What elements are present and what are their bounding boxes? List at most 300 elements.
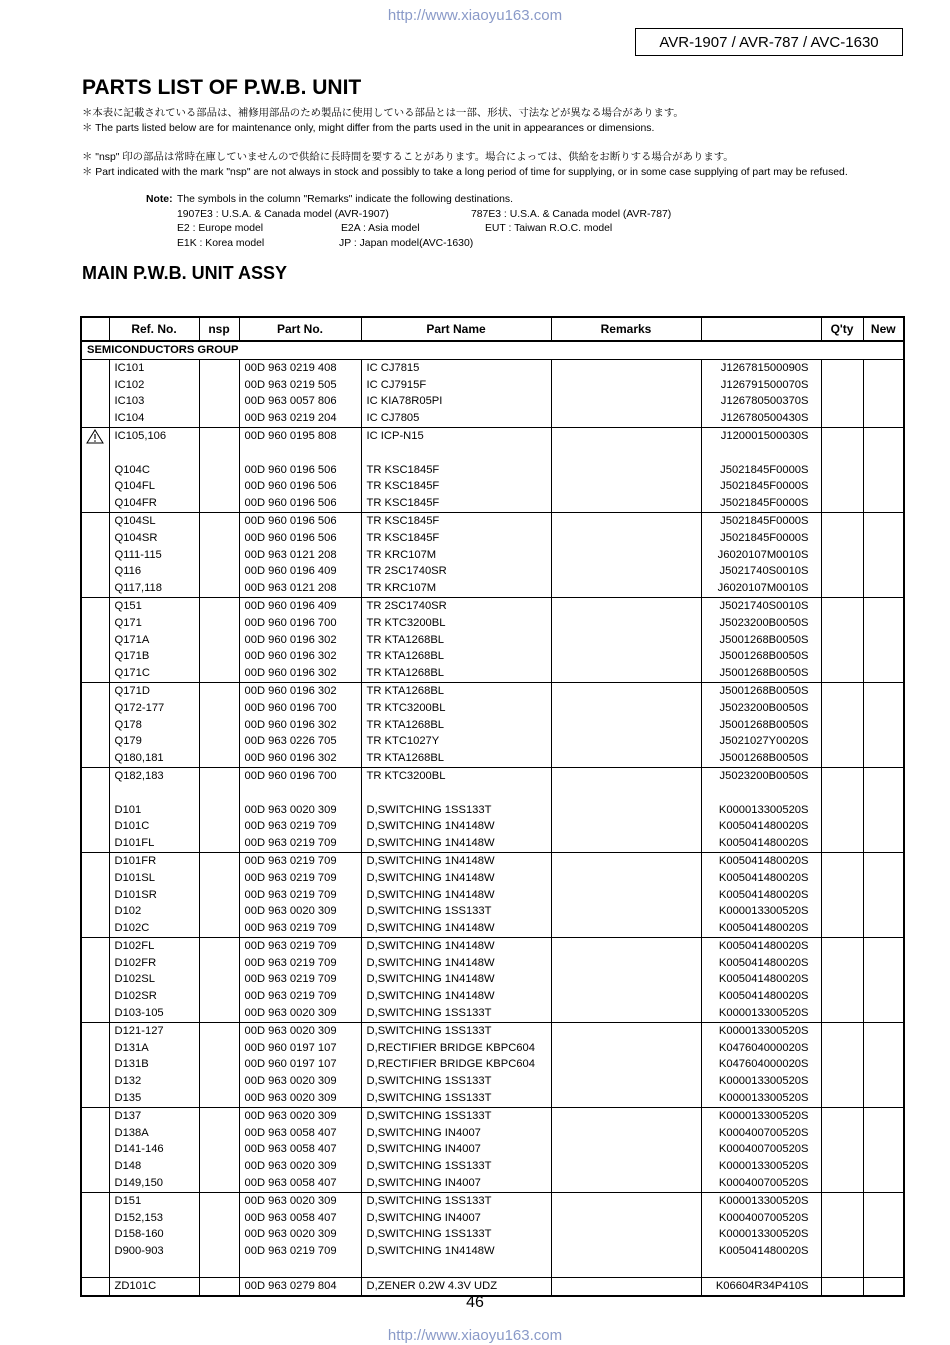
mark-cell [81,937,109,954]
table-row [81,1107,904,1124]
mark-cell [81,530,109,547]
part-name-cell: IC ICP-N15 [361,427,551,444]
table-row [81,393,904,410]
code-cell: J5001268B0050S [701,717,821,734]
mark-cell [81,563,109,580]
new-cell [863,580,904,597]
mark-cell [81,1022,109,1039]
part-name-cell: D,SWITCHING 1N4148W [361,870,551,887]
ref-no-cell: D102FR [109,955,199,972]
new-cell [863,835,904,852]
qty-cell [821,615,863,632]
ref-no-cell: D101C [109,818,199,835]
new-cell [863,903,904,920]
nsp-cell [199,393,239,410]
qty-cell [821,717,863,734]
nsp-cell [199,988,239,1005]
part-name-cell: D,SWITCHING 1N4148W [361,920,551,937]
part-no-cell: 00D 960 0196 700 [239,767,361,784]
qty-cell [821,1260,863,1277]
remarks-cell [551,615,701,632]
ref-no-cell: Q104C [109,462,199,479]
table-row [81,1073,904,1090]
qty-cell [821,1226,863,1243]
qty-cell [821,955,863,972]
ref-no-cell [109,445,199,462]
code-cell: J126791500070S [701,377,821,394]
part-no-cell: 00D 960 0196 506 [239,478,361,495]
ref-no-cell: D102FL [109,937,199,954]
nsp-cell [199,920,239,937]
code-cell: J5021845F0000S [701,495,821,512]
table-row [81,632,904,649]
part-no-cell: 00D 960 0196 506 [239,462,361,479]
new-cell [863,682,904,699]
part-name-cell: IC CJ7805 [361,410,551,427]
nsp-cell [199,717,239,734]
new-cell [863,530,904,547]
table-row [81,580,904,597]
new-cell [863,818,904,835]
code-cell: K005041480020S [701,870,821,887]
note-jp-2: ＊ "nsp" 印の部品は常時在庫していませんので供給に長時間を要することがあります。場合によっては、供給をお断りする場合があります。 [82,152,734,163]
mark-cell [81,665,109,682]
nsp-cell [199,665,239,682]
code-cell: K000013300520S [701,802,821,819]
new-cell [863,648,904,665]
qty-cell [821,852,863,869]
code-cell: K005041480020S [701,955,821,972]
mark-cell [81,1056,109,1073]
mark-cell [81,1040,109,1057]
nsp-cell [199,547,239,564]
table-row [81,700,904,717]
part-name-cell: TR KTA1268BL [361,750,551,767]
nsp-cell [199,1022,239,1039]
mark-cell [81,547,109,564]
part-no-cell: 00D 963 0219 408 [239,359,361,376]
new-cell [863,1175,904,1192]
table-row [81,615,904,632]
new-cell [863,512,904,529]
ref-no-cell [109,785,199,802]
new-cell [863,495,904,512]
code-cell: J120001500030S [701,427,821,444]
remarks-cell [551,1192,701,1209]
ref-no-cell: Q116 [109,563,199,580]
remarks-cell [551,1005,701,1022]
nsp-cell [199,1210,239,1227]
ref-no-cell: Q171C [109,665,199,682]
mark-cell [81,1192,109,1209]
mark-cell [81,1005,109,1022]
table-row [81,1260,904,1277]
table-row [81,495,904,512]
remarks-cell [551,887,701,904]
col-new: New [863,317,904,341]
part-no-cell: 00D 960 0196 302 [239,750,361,767]
section-title: MAIN P.W.B. UNIT ASSY [82,263,288,283]
ref-no-cell: Q179 [109,733,199,750]
nsp-cell [199,512,239,529]
mark-cell [81,377,109,394]
part-name-cell: D,SWITCHING 1N4148W [361,1243,551,1260]
new-cell [863,1107,904,1124]
mark-cell [81,615,109,632]
remarks-cell [551,427,701,444]
mark-cell [81,462,109,479]
part-no-cell: 00D 963 0020 309 [239,1158,361,1175]
ref-no-cell: Q104SR [109,530,199,547]
nsp-cell [199,359,239,376]
part-name-cell: TR KTA1268BL [361,682,551,699]
qty-cell [821,1243,863,1260]
note-text: The symbols in the column "Remarks" indicate the following destinations. [177,194,513,205]
part-name-cell: D,SWITCHING 1SS133T [361,1158,551,1175]
nsp-cell [199,478,239,495]
nsp-cell [199,682,239,699]
code-cell: K000013300520S [701,1192,821,1209]
dest-e2: E2 : Europe model [177,223,264,234]
remarks-cell [551,495,701,512]
remarks-cell [551,410,701,427]
new-cell [863,733,904,750]
mark-cell [81,478,109,495]
mark-cell [81,632,109,649]
ref-no-cell: Q151 [109,597,199,614]
remarks-cell [551,563,701,580]
new-cell [863,717,904,734]
remarks-cell [551,733,701,750]
code-cell: K000013300520S [701,1226,821,1243]
new-cell [863,750,904,767]
part-name-cell [361,1260,551,1277]
ref-no-cell: D137 [109,1107,199,1124]
new-cell [863,1243,904,1260]
part-no-cell: 00D 963 0020 309 [239,1192,361,1209]
qty-cell [821,445,863,462]
qty-cell [821,512,863,529]
page-number: 46 [466,1294,484,1311]
table-row [81,377,904,394]
table-row [81,563,904,580]
remarks-cell [551,1210,701,1227]
part-no-cell: 00D 963 0058 407 [239,1141,361,1158]
part-name-cell: TR KTA1268BL [361,632,551,649]
table-row [81,733,904,750]
part-no-cell: 00D 963 0219 709 [239,818,361,835]
ref-no-cell: D135 [109,1090,199,1107]
ref-no-cell: D900-903 [109,1243,199,1260]
new-cell [863,1125,904,1142]
part-name-cell: TR KSC1845F [361,512,551,529]
part-no-cell: 00D 963 0020 309 [239,1005,361,1022]
new-cell [863,852,904,869]
new-cell [863,1056,904,1073]
part-name-cell: D,SWITCHING 1N4148W [361,937,551,954]
page-title: PARTS LIST OF P.W.B. UNIT [82,76,362,99]
ref-no-cell: Q171A [109,632,199,649]
table-row [81,1056,904,1073]
ref-no-cell: IC101 [109,359,199,376]
part-name-cell: D,SWITCHING 1N4148W [361,988,551,1005]
nsp-cell [199,1040,239,1057]
mark-cell [81,1158,109,1175]
part-no-cell: 00D 963 0219 709 [239,955,361,972]
part-no-cell: 00D 963 0020 309 [239,1090,361,1107]
part-name-cell: D,ZENER 0.2W 4.3V UDZ [361,1277,551,1295]
part-no-cell: 00D 963 0219 709 [239,971,361,988]
nsp-cell [199,1277,239,1295]
nsp-cell [199,835,239,852]
remarks-cell [551,1040,701,1057]
qty-cell [821,1040,863,1057]
ref-no-cell: D121-127 [109,1022,199,1039]
mark-cell [81,750,109,767]
part-no-cell: 00D 960 0196 302 [239,717,361,734]
mark-cell [81,920,109,937]
code-cell: K000013300520S [701,1107,821,1124]
table-row [81,359,904,376]
table-row [81,427,904,444]
part-no-cell: 00D 960 0196 506 [239,530,361,547]
part-name-cell: TR 2SC1740SR [361,563,551,580]
table-row [81,1210,904,1227]
part-name-cell: TR KSC1845F [361,495,551,512]
new-cell [863,632,904,649]
remarks-cell [551,700,701,717]
table-row [81,462,904,479]
remarks-cell [551,512,701,529]
code-cell: K005041480020S [701,988,821,1005]
code-cell: J6020107M0010S [701,580,821,597]
dest-jp: JP : Japan model(AVC-1630) [339,237,474,249]
qty-cell [821,835,863,852]
remarks-cell [551,1056,701,1073]
ref-no-cell: Q172-177 [109,700,199,717]
remarks-cell [551,1141,701,1158]
remarks-cell [551,903,701,920]
new-cell [863,971,904,988]
remarks-cell [551,1226,701,1243]
mark-cell [81,818,109,835]
code-cell: J5021845F0000S [701,512,821,529]
nsp-cell [199,1141,239,1158]
nsp-cell [199,903,239,920]
table-header-row [81,317,904,341]
new-cell [863,1158,904,1175]
part-name-cell: D,SWITCHING 1SS133T [361,1022,551,1039]
code-cell: J5021740S0010S [701,563,821,580]
table-row [81,445,904,462]
part-name-cell: TR KTC3200BL [361,615,551,632]
new-cell [863,478,904,495]
ref-no-cell: D102SR [109,988,199,1005]
ref-no-cell: D101SR [109,887,199,904]
qty-cell [821,597,863,614]
remarks-cell [551,818,701,835]
mark-cell [81,1260,109,1277]
table-row [81,717,904,734]
ref-no-cell: ZD101C [109,1277,199,1295]
code-cell: K005041480020S [701,1243,821,1260]
ref-no-cell: D148 [109,1158,199,1175]
qty-cell [821,1125,863,1142]
new-cell [863,767,904,784]
remarks-cell [551,988,701,1005]
part-name-cell: D,SWITCHING 1N4148W [361,955,551,972]
table-row [81,835,904,852]
nsp-cell [199,818,239,835]
part-name-cell: D,SWITCHING 1SS133T [361,1090,551,1107]
remarks-cell [551,1243,701,1260]
qty-cell [821,988,863,1005]
part-no-cell: 00D 963 0219 709 [239,1243,361,1260]
part-no-cell: 00D 963 0219 709 [239,835,361,852]
nsp-cell [199,427,239,444]
remarks-cell [551,802,701,819]
code-cell: J126780500430S [701,410,821,427]
qty-cell [821,1141,863,1158]
table-row [81,530,904,547]
nsp-cell [199,462,239,479]
group-row [81,341,904,359]
mark-cell [81,733,109,750]
code-cell [701,445,821,462]
qty-cell [821,530,863,547]
nsp-cell [199,887,239,904]
table-row [81,1226,904,1243]
new-cell [863,547,904,564]
code-cell: K000013300520S [701,1090,821,1107]
remarks-cell [551,682,701,699]
part-name-cell: TR KTA1268BL [361,648,551,665]
remarks-cell [551,1107,701,1124]
qty-cell [821,410,863,427]
part-no-cell: 00D 963 0020 309 [239,802,361,819]
mark-cell [81,597,109,614]
table-row [81,1022,904,1039]
code-cell: K047604000020S [701,1056,821,1073]
table-row [81,1040,904,1057]
part-no-cell: 00D 963 0219 709 [239,937,361,954]
new-cell [863,1073,904,1090]
code-cell: J5023200B0050S [701,767,821,784]
remarks-cell [551,1073,701,1090]
new-cell [863,665,904,682]
nsp-cell [199,648,239,665]
code-cell: J126780500370S [701,393,821,410]
ref-no-cell: D101FR [109,852,199,869]
source-url-bottom[interactable]: http://www.xiaoyu163.com [387,1327,563,1344]
remarks-cell [551,1175,701,1192]
qty-cell [821,547,863,564]
code-cell: K005041480020S [701,920,821,937]
part-name-cell: D,SWITCHING 1N4148W [361,835,551,852]
mark-cell [81,870,109,887]
table-row [81,1125,904,1142]
mark-cell [81,835,109,852]
ref-no-cell: IC102 [109,377,199,394]
ref-no-cell: IC105,106 [109,427,199,444]
nsp-cell [199,700,239,717]
table-row [81,1141,904,1158]
qty-cell [821,1056,863,1073]
table-row [81,682,904,699]
new-cell [863,1141,904,1158]
new-cell [863,445,904,462]
warning-triangle-icon [86,429,104,444]
qty-cell [821,1005,863,1022]
ref-no-cell: Q178 [109,717,199,734]
ref-no-cell: Q182,183 [109,767,199,784]
part-name-cell: D,SWITCHING 1SS133T [361,1005,551,1022]
new-cell [863,887,904,904]
new-cell [863,700,904,717]
remarks-cell [551,393,701,410]
source-url-top[interactable]: http://www.xiaoyu163.com [387,7,563,24]
qty-cell [821,785,863,802]
part-no-cell: 00D 963 0219 204 [239,410,361,427]
nsp-cell [199,1243,239,1260]
qty-cell [821,920,863,937]
model-label: AVR-1907 / AVR-787 / AVC-1630 [635,28,903,56]
table-row [81,1277,904,1295]
qty-cell [821,1175,863,1192]
qty-cell [821,462,863,479]
part-name-cell: D,SWITCHING 1SS133T [361,1073,551,1090]
mark-cell [81,767,109,784]
part-no-cell: 00D 963 0219 709 [239,988,361,1005]
mark-cell [81,785,109,802]
ref-no-cell: Q104FR [109,495,199,512]
remarks-cell [551,359,701,376]
code-cell: K000013300520S [701,1158,821,1175]
nsp-cell [199,563,239,580]
code-cell: K005041480020S [701,852,821,869]
part-name-cell [361,785,551,802]
ref-no-cell: D102 [109,903,199,920]
qty-cell [821,1073,863,1090]
part-no-cell: 00D 960 0196 700 [239,700,361,717]
part-name-cell: TR KTC3200BL [361,767,551,784]
ref-no-cell: D132 [109,1073,199,1090]
mark-cell [81,1073,109,1090]
new-cell [863,937,904,954]
part-no-cell: 00D 960 0196 506 [239,495,361,512]
part-name-cell: D,SWITCHING IN4007 [361,1125,551,1142]
new-cell [863,920,904,937]
qty-cell [821,648,863,665]
part-no-cell: 00D 963 0020 309 [239,903,361,920]
part-no-cell: 00D 963 0020 309 [239,1226,361,1243]
qty-cell [821,767,863,784]
mark-cell [81,1210,109,1227]
code-cell: K000400700520S [701,1141,821,1158]
remarks-cell [551,648,701,665]
table-row [81,818,904,835]
ref-no-cell: D151 [109,1192,199,1209]
part-name-cell: D,SWITCHING 1SS133T [361,1192,551,1209]
part-no-cell: 00D 963 0058 407 [239,1175,361,1192]
new-cell [863,427,904,444]
part-no-cell: 00D 963 0219 709 [239,870,361,887]
code-cell: J5001268B0050S [701,665,821,682]
part-no-cell: 00D 963 0058 407 [239,1210,361,1227]
ref-no-cell: Q104SL [109,512,199,529]
part-no-cell: 00D 960 0196 506 [239,512,361,529]
ref-no-cell: Q111-115 [109,547,199,564]
